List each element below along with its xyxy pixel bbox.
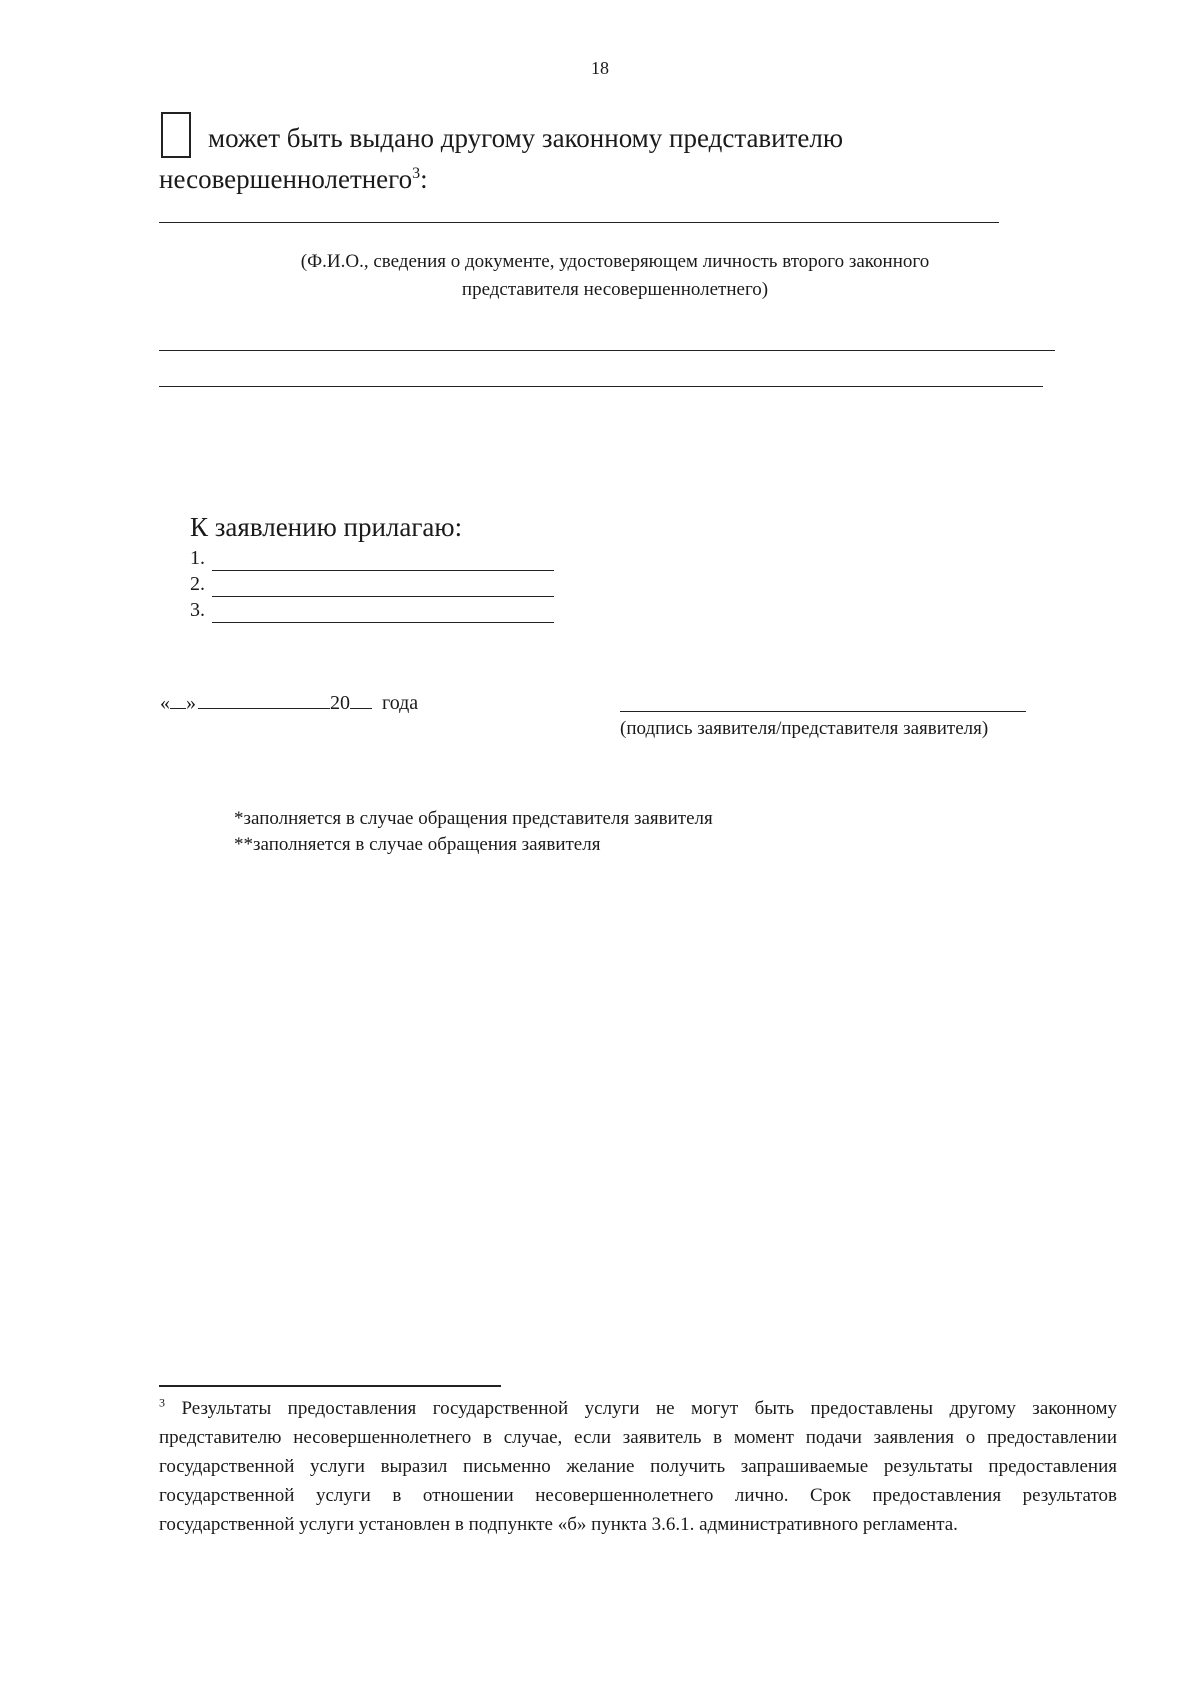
option-label-colon: : [420,164,428,194]
year-field[interactable] [350,694,372,709]
attachment-number: 2. [190,573,205,595]
date-open-quote: « [160,692,170,714]
page-number: 18 [591,58,609,78]
date-suffix: года [382,692,419,714]
option-checkbox[interactable] [161,112,191,158]
year-prefix: 20 [330,692,350,714]
attachment-item [190,572,212,596]
footnote-reference: 3 [412,165,421,182]
attachment-line[interactable] [212,596,554,597]
footnote-text: Результаты предоставления государственной услуги не могут быть предоставлены другому законному представителю несовершеннолетнего в случае, если заявитель в момент подачи заявления о предоставлении государственной услуги выразил письменно желание получить запрашиваемые результаты предоставления государственной услуги в отношении несовершеннолетнего лично. Срок предоставления результатов государственной услуги установлен в подпункте «б» пункта 3.6.1. административного регламента. [159,1398,1118,1535]
additional-info-line[interactable] [159,386,1043,387]
attachment-line[interactable] [212,570,554,571]
attachment-line[interactable] [212,622,554,623]
month-field[interactable] [198,694,330,709]
date-close-quote: » [186,692,196,714]
representative-name-line[interactable] [159,222,999,223]
attachment-item [190,598,212,622]
attachment-number: 1. [190,547,205,569]
note-applicant: **заполняется в случае обращения заявителя [234,834,601,855]
signature-line[interactable] [620,711,1026,712]
option-label-word: несовершеннолетнего [159,164,413,194]
footnote [159,1394,1117,1539]
additional-info-line[interactable] [159,350,1055,351]
footnote-marker: 3 [159,1395,165,1410]
caption-line: (Ф.И.О., сведения о документе, удостоверяющем личность второго законного [300,251,930,272]
representative-field-caption [220,248,1010,304]
footnote-separator [159,1385,501,1387]
day-field[interactable] [170,694,186,709]
note-representative: *заполняется в случае обращения представителя заявителя [234,808,713,829]
signature-caption: (подпись заявителя/представителя заявителя) [620,718,989,739]
caption-line: представителя несовершеннолетнего) [461,279,769,300]
attachment-number: 3. [190,599,205,621]
attachments-heading: К заявлению прилагаю: [190,512,463,542]
option-label: может быть выдано другому законному представителю [208,123,844,153]
attachment-item [190,546,212,570]
date-block [160,692,418,715]
option-label-continued [159,161,428,197]
